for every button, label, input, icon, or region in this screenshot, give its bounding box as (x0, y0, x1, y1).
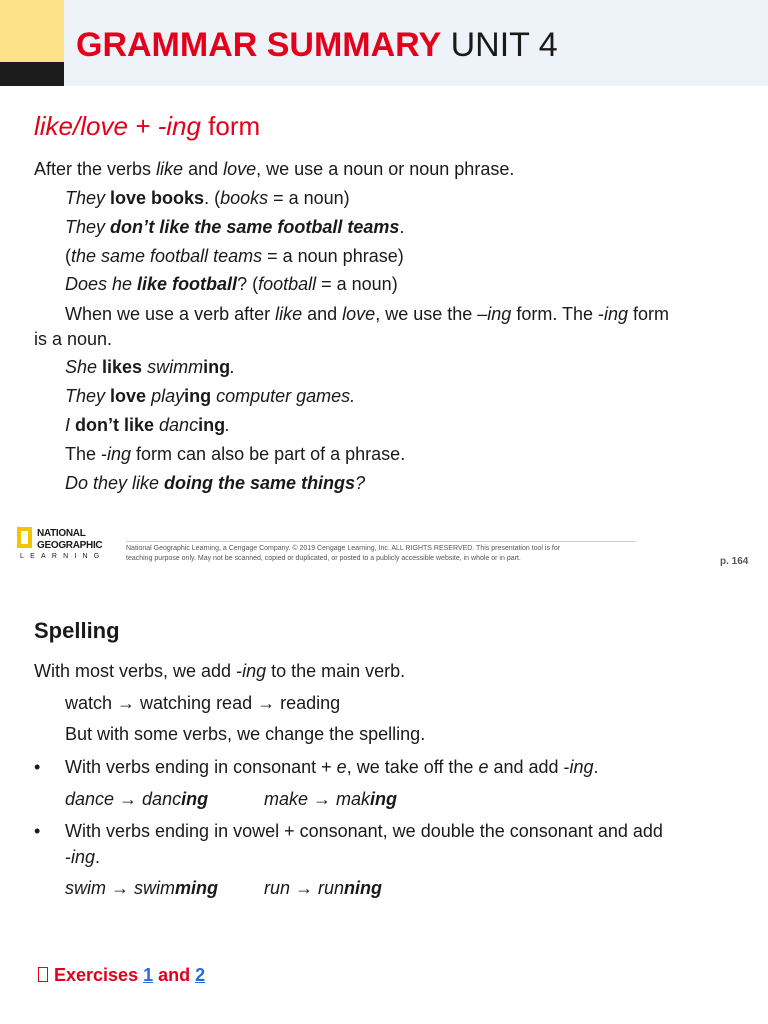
text: ing (569, 757, 594, 777)
text: , we use a noun or noun phrase. (256, 159, 515, 179)
paragraph-ing-phrase (65, 442, 405, 466)
example-love-books (65, 186, 350, 210)
text: the same football teams (71, 246, 263, 266)
exercises-label: Exercises (54, 965, 144, 985)
text: form can also be part of a phrase. (131, 444, 406, 464)
exercises-reference (38, 963, 205, 987)
text: - (65, 847, 71, 867)
text: When we use a verb after (65, 304, 276, 324)
text: The - (65, 444, 108, 464)
text: to the main verb. (266, 661, 406, 681)
text: = a noun phrase) (262, 246, 404, 266)
text: ing (604, 304, 629, 324)
text: After the verbs (34, 159, 157, 179)
example-run (264, 876, 382, 900)
note-noun-phrase (65, 244, 404, 268)
text: ? ( (237, 274, 259, 294)
text: doing the same things (164, 473, 356, 493)
example-like-football (65, 272, 398, 296)
spelling-change-note: But with some verbs, we change the spelling. (65, 724, 426, 744)
spelling-examples-watch-read: watch → watching read → reading (65, 693, 341, 713)
text: and (302, 304, 343, 324)
text: ? (355, 473, 366, 493)
text: dance → danc (65, 789, 182, 809)
text: . (95, 847, 101, 867)
example-make (264, 787, 397, 811)
example-love-playing (65, 384, 355, 408)
text: and (183, 159, 224, 179)
logo-line: GEOGRAPHIC (37, 540, 103, 551)
example-swim (65, 876, 218, 900)
text: Do they like (65, 473, 165, 493)
text: love books (110, 188, 205, 208)
text: swim → swim (65, 878, 175, 898)
text: , we take off the (346, 757, 479, 777)
page-number: p. 164 (720, 556, 749, 567)
text: I (65, 415, 76, 435)
text: don’t like (75, 415, 155, 435)
text: , we use the – (375, 304, 488, 324)
text: = a noun) (268, 188, 350, 208)
bullet-vowel-consonant: With verbs ending in vowel + consonant, we double the consonant and add (65, 821, 663, 841)
text: ning (344, 878, 383, 898)
section-title-spelling: Spelling (34, 618, 120, 643)
header-yellow-block (0, 0, 64, 62)
text: form. The - (511, 304, 605, 324)
text: ing (198, 415, 226, 435)
text: football (258, 274, 317, 294)
text: ing (184, 386, 212, 406)
text: e (336, 757, 347, 777)
text: ing (107, 444, 132, 464)
text: They (65, 188, 111, 208)
text: ing (487, 304, 512, 324)
paragraph-verb-after-like (65, 302, 669, 326)
title-unit: UNIT 4 (450, 26, 558, 64)
header-black-block (0, 62, 64, 86)
example-doing-same-things (65, 471, 365, 495)
text: . ( (204, 188, 221, 208)
footer-legal-text (126, 544, 646, 564)
logo-line: NATIONAL (37, 528, 86, 539)
example-dance (65, 787, 208, 811)
intro-line (34, 157, 514, 181)
text: love (223, 159, 257, 179)
text: play (146, 386, 185, 406)
text: ming (175, 878, 218, 898)
text: books (220, 188, 269, 208)
bullet-icon: • (34, 821, 41, 841)
section-title-like-love (34, 110, 260, 142)
text: ing (181, 789, 209, 809)
text: They (65, 217, 111, 237)
text: love (342, 304, 376, 324)
text: like (156, 159, 184, 179)
logo-wordmark (37, 528, 102, 552)
legal-line: teaching purpose only. May not be scanned, copied or duplicated, or posted to a publicly accessible website, in whole or in part. (126, 555, 521, 562)
exercise-2-link[interactable]: 2 (195, 965, 206, 985)
text: run → run (264, 878, 345, 898)
checkbox-icon (38, 967, 48, 982)
text: make → mak (264, 789, 371, 809)
text: She (65, 357, 103, 377)
text: likes (102, 357, 143, 377)
text: = a noun) (316, 274, 398, 294)
logo-learning: LEARNING (20, 553, 106, 560)
text: ing (370, 789, 398, 809)
exercise-1-link[interactable]: 1 (143, 965, 154, 985)
text: They (65, 386, 111, 406)
text: . (230, 357, 236, 377)
text: ( (65, 246, 71, 266)
footer-divider (126, 541, 636, 542)
text: danc (154, 415, 199, 435)
title-highlight: GRAMMAR SUMMARY (76, 26, 442, 64)
text: computer games. (211, 386, 356, 406)
text: swimm (142, 357, 204, 377)
text: With verbs ending in consonant + (65, 757, 337, 777)
example-likes-swimming (65, 355, 235, 379)
text: ing (203, 357, 231, 377)
text: like (275, 304, 303, 324)
text: don’t like the same football teams (110, 217, 400, 237)
text: . (225, 415, 231, 435)
legal-line: National Geographic Learning, a Cengage Company. © 2019 Cengage Learning, Inc. ALL RIGHTS RESERVED. This presentation tool is for (126, 545, 561, 552)
bullet-consonant-e (65, 755, 599, 779)
text: and (153, 965, 196, 985)
text: ing (242, 661, 267, 681)
bullet-icon: • (34, 757, 41, 777)
paragraph-verb-after-like-line2: is a noun. (34, 329, 113, 349)
example-football-teams (65, 215, 404, 239)
text: e (478, 757, 489, 777)
text: love (110, 386, 147, 406)
text: form (628, 304, 670, 324)
text: . (593, 757, 599, 777)
bullet-vowel-consonant-line2 (65, 845, 100, 869)
title-form: form (208, 111, 261, 141)
text: . (399, 217, 405, 237)
text: ing (71, 847, 96, 867)
spelling-intro (34, 659, 405, 683)
text: With most verbs, we add - (34, 661, 243, 681)
national-geographic-logo-icon (17, 527, 32, 548)
title-like-love-ing: like/love + -ing (34, 111, 201, 141)
example-dont-like-dancing (65, 413, 230, 437)
text: like football (137, 274, 238, 294)
page-title (76, 24, 558, 66)
text: Does he (65, 274, 138, 294)
text: and add - (488, 757, 570, 777)
